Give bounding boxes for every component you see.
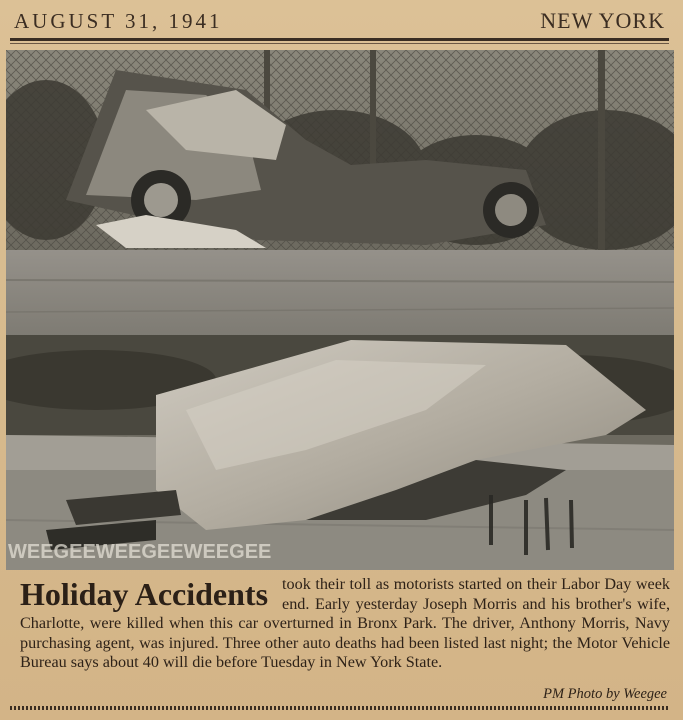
photo-credit: PM Photo by Weegee xyxy=(543,686,667,702)
edition-city: NEW YORK xyxy=(540,8,665,33)
issue-date: AUGUST 31, 1941 xyxy=(14,9,223,33)
bottom-rule xyxy=(10,706,669,710)
photo-caption xyxy=(20,575,670,695)
masthead-rule xyxy=(10,43,669,44)
photographer-watermark: WEEGEEWEEGEEWEEGEE xyxy=(8,541,272,563)
caption-headline: Holiday Accidents xyxy=(20,576,269,612)
masthead xyxy=(10,4,669,41)
news-photo xyxy=(6,50,674,570)
accident-scene-image xyxy=(6,50,674,570)
caption-body: took their toll as motorists started on their Labor Day week end. Early yesterday Joseph Morris and his brother's wife, Charlotte, were killed when this car overturned in Bronx Park. The driver, Anthony Morris, Navy purchasing agent, was injured. Three other auto deaths had been listed last night; the Motor Vehicle Bureau says about 40 will die before Tuesday in New York State. xyxy=(20,575,670,671)
